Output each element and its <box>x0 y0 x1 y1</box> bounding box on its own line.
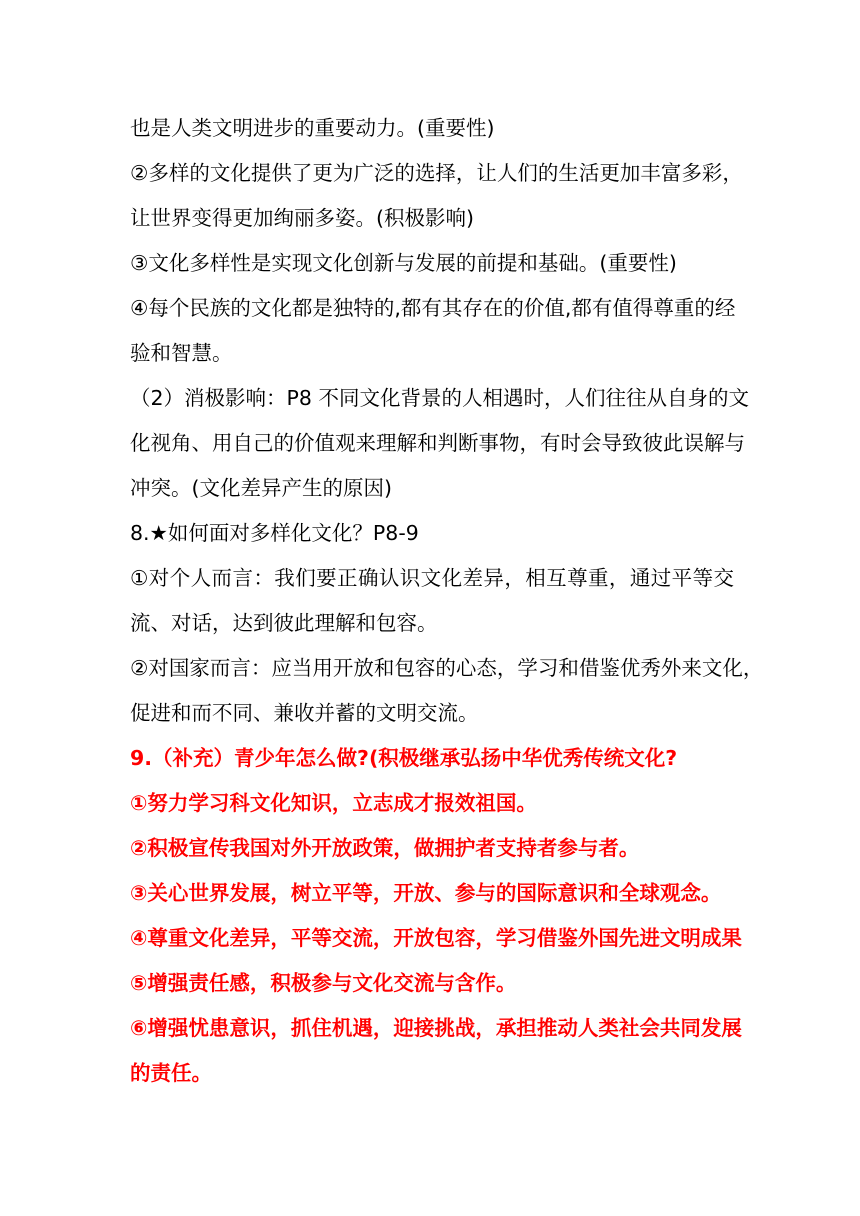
text-line-21: ⑥增强忧患意识，抓住机遇，迎接挑战，承担推动人类社会共同发展 <box>130 1016 742 1040</box>
text-line-13: ②对国家而言：应当用开放和包容的心态，学习和借鉴优秀外来文化， <box>130 656 764 680</box>
document-body <box>130 106 764 1096</box>
text-line-22: 的责任。 <box>130 1061 212 1085</box>
text-line-2: ②多样的文化提供了更为广泛的选择，让人们的生活更加丰富多彩， <box>130 161 743 185</box>
text-line-19: ④尊重文化差异，平等交流，开放包容，学习借鉴外国先进文明成果 <box>130 926 742 950</box>
text-line-8: 化视角、用自己的价值观来理解和判断事物，有时会导致彼此误解与 <box>130 431 745 455</box>
text-line-6: 验和智慧。 <box>130 341 233 365</box>
text-line-14: 促进和而不同、兼收并蓄的文明交流。 <box>130 701 479 725</box>
text-line-9: 冲突。(文化差异产生的原因) <box>130 476 392 500</box>
text-line-16: ①努力学习科文化知识，立志成才报效祖国。 <box>130 791 537 815</box>
text-line-3: 让世界变得更加绚丽多姿。(积极影响) <box>130 206 474 230</box>
section-heading-8: 8.★如何面对多样化文化？P8-9 <box>130 521 419 545</box>
text-line-7: （2）消极影响：P8 不同文化背景的人相遇时，人们往往从自身的文 <box>130 386 749 410</box>
text-line-1: 也是人类文明进步的重要动力。(重要性) <box>130 116 495 140</box>
text-line-20: ⑤增强责任感，积极参与文化交流与含作。 <box>130 971 517 995</box>
text-line-18: ③关心世界发展，树立平等，开放、参与的国际意识和全球观念。 <box>130 881 722 905</box>
text-line-11: ①对个人而言：我们要正确认识文化差异，相互尊重，通过平等交 <box>130 566 734 590</box>
text-line-12: 流、对话，达到彼此理解和包容。 <box>130 611 438 635</box>
text-line-4: ③文化多样性是实现文化创新与发展的前提和基础。(重要性) <box>130 251 677 275</box>
text-line-5: ④每个民族的文化都是独特的,都有其存在的价值,都有值得尊重的经 <box>130 296 736 320</box>
section-heading-9: 9.（补充）青少年怎么做?(积极继承弘扬中华优秀传统文化? <box>130 746 678 770</box>
text-line-17: ②积极宣传我国对外开放政策，做拥护者支持者参与者。 <box>130 836 640 860</box>
